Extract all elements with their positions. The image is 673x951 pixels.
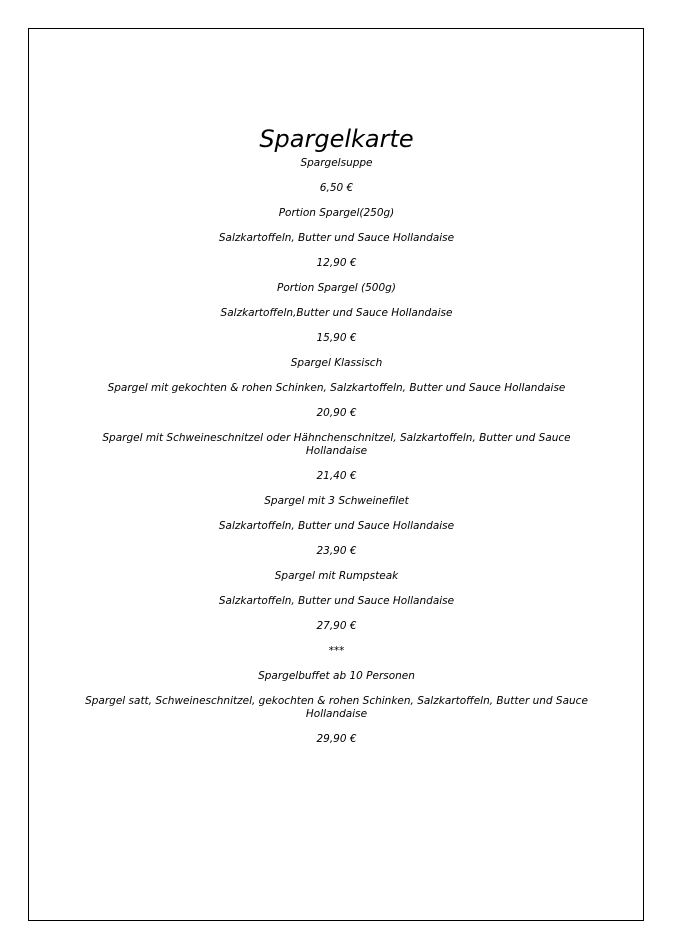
item-description: Spargel satt, Schweineschnitzel, gekochten & rohen Schinken, Salzkartoffeln, Butter und Sauce Hollandaise: [85, 695, 588, 720]
item-price: 15,90 €: [316, 332, 357, 344]
item-name: Spargel mit 3 Schweinefilet: [264, 495, 409, 507]
item-name: Portion Spargel(250g): [278, 207, 395, 219]
item-name: Spargelsuppe: [300, 157, 373, 169]
item-description: Salzkartoffeln,Butter und Sauce Hollandaise: [220, 307, 453, 319]
item-description: Spargel mit gekochten & rohen Schinken, Salzkartoffeln, Butter und Sauce Hollandaise: [107, 382, 566, 394]
item-price: 23,90 €: [316, 545, 357, 557]
item-description: Salzkartoffeln, Butter und Sauce Hollandaise: [218, 520, 455, 532]
menu-content: [0, 123, 673, 758]
item-description: Salzkartoffeln, Butter und Sauce Hollandaise: [218, 232, 455, 244]
item-price: 21,40 €: [316, 470, 357, 482]
item-price: 12,90 €: [316, 257, 357, 269]
item-name: Spargelbuffet ab 10 Personen: [258, 670, 415, 682]
item-price: 6,50 €: [319, 182, 354, 194]
section-divider: ***: [328, 645, 345, 657]
item-description: Spargel mit Schweineschnitzel oder Hähnchenschnitzel, Salzkartoffeln, Butter und Sauce Hollandaise: [102, 432, 571, 457]
item-description: Salzkartoffeln, Butter und Sauce Hollandaise: [218, 595, 455, 607]
item-name: Spargel mit Rumpsteak: [274, 570, 399, 582]
item-price: 20,90 €: [316, 407, 357, 419]
item-price: 27,90 €: [316, 620, 357, 632]
item-price: 29,90 €: [316, 733, 357, 745]
page-title: Spargelkarte: [259, 125, 414, 153]
item-name: Spargel Klassisch: [290, 357, 383, 369]
item-name: Portion Spargel (500g): [277, 282, 396, 294]
